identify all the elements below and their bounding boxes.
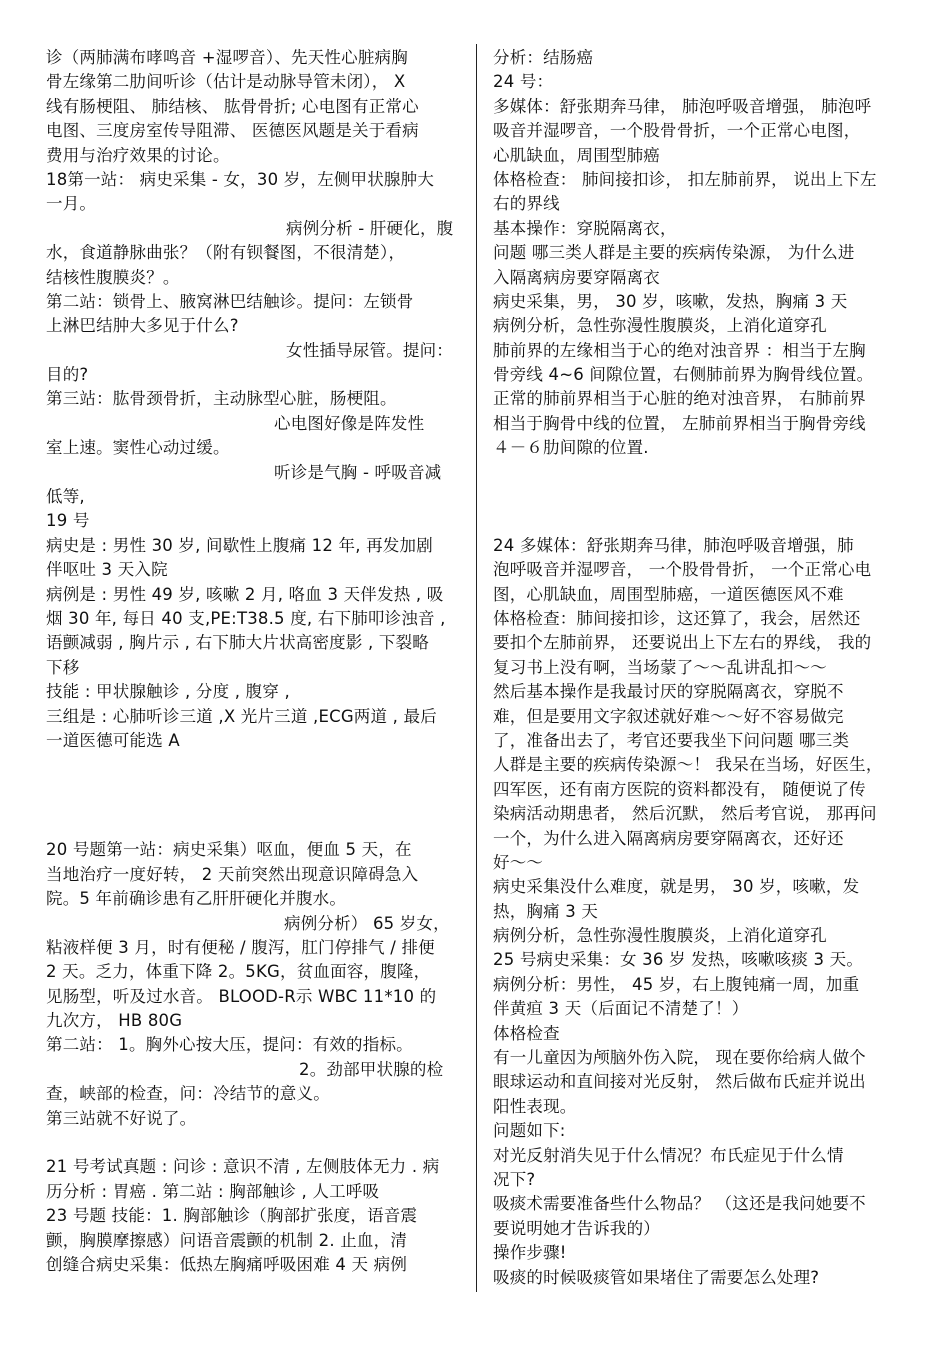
- text-line: 问题 哪三类人群是主要的疾病传染源， 为什么进: [493, 243, 855, 263]
- text-line: 三组是 : 心肺听诊三道 ,X 光片三道 ,ECG两道 , 最后: [46, 706, 437, 726]
- column-divider: [476, 44, 477, 1292]
- text-line: 第二站：锁骨上、腋窝淋巴结触诊。提问：左锁骨: [46, 291, 414, 311]
- text-line: 24 号：: [493, 72, 554, 92]
- text-line: 相当于胸骨中线的位置， 左肺前界相当于胸骨旁线: [493, 413, 866, 433]
- text-line: 病例分析） 65 岁女，: [284, 913, 450, 933]
- text-line: 热，胸痛 3 天: [493, 901, 599, 921]
- text-line: 对光反射消失见于什么情况？布氏症见于什么情: [493, 1145, 844, 1165]
- text-line: 问题如下:: [493, 1121, 566, 1141]
- text-line: 18第一站： 病史采集 - 女，30 岁，左侧甲状腺肿大: [46, 169, 435, 189]
- text-line: 有一儿童因为颅脑外伤入院， 现在要你给病人做个: [493, 1048, 866, 1068]
- text-line: 正常的肺前界相当于心脏的绝对浊音界， 右肺前界: [493, 389, 866, 409]
- text-line: 诊（两肺满布哮鸣音 +湿啰音）、先天性心脏病胸: [46, 48, 408, 67]
- text-line: 粘液样便 3 月，时有便秘 / 腹泻，肛门停排气 / 排便: [46, 937, 435, 957]
- text-line: 一个，为什么进入隔离病房要穿隔离衣，还好还: [493, 828, 844, 848]
- text-line: 要说明她才告诉我的）: [493, 1218, 660, 1238]
- text-line: 四军医，还有南方医院的资料都没有， 随便说了传: [493, 779, 866, 799]
- text-line: 语颤减弱 , 胸片示 , 右下肺大片状高密度影 , 下裂略: [46, 633, 430, 653]
- text-line: ４－６肋间隙的位置.: [493, 438, 649, 458]
- text-line: 病例分析，急性弥漫性腹膜炎，上消化道穿孔: [493, 316, 827, 336]
- right-column: [493, 46, 905, 1290]
- text-line: 况下?: [493, 1169, 536, 1189]
- text-line: 电图、三度房室传导阻滞、 医德医风题是关于看病: [46, 121, 419, 141]
- text-line: 一道医德可能选 A: [46, 730, 180, 750]
- text-line: 院。5 年前确诊患有乙肝肝硬化并腹水。: [46, 889, 347, 909]
- text-line: 20 号题第一站：病史采集）呕血，便血 5 天，在: [46, 840, 412, 860]
- text-line: 肺前界的左缘相当于心的绝对浊音界 ：相当于左胸: [493, 340, 866, 360]
- text-line: 2。劲部甲状腺的检: [299, 1059, 444, 1079]
- text-line: 烟 30 年, 每日 40 支,PE:T38.5 度, 右下肺叩诊浊音 ,: [46, 608, 446, 628]
- text-line: 了，准备出去了，考官还要我坐下问问题 哪三类: [493, 730, 850, 750]
- text-line: 23 号题 技能：1. 胸部触诊（胸部扩张度，语音震: [46, 1206, 418, 1226]
- text-line: 水，食道静脉曲张？（附有钡餐图，不很清楚），: [46, 243, 406, 263]
- text-line: 听诊是气胸 - 呼吸音减: [274, 462, 442, 482]
- text-line: 上淋巴结肿大多见于什么?: [46, 316, 239, 336]
- text-line: 病例是 : 男性 49 岁, 咳嗽 2 月, 咯血 3 天伴发热 , 吸: [46, 584, 444, 604]
- spacer: [46, 753, 462, 838]
- text-line: 心肌缺血，周围型肺癌: [493, 145, 660, 165]
- text-line: 技能 : 甲状腺触诊 , 分度 , 腹穿 ,: [46, 682, 290, 702]
- text-line: 伴呕吐 3 天入院: [46, 560, 168, 580]
- text-line: 人群是主要的疾病传染源～！ 我呆在当场，好医生，: [493, 755, 883, 775]
- text-line: 室上速。窦性心动过缓。: [46, 438, 230, 458]
- left-column: [46, 46, 462, 1277]
- text-line: 颤，胸膜摩擦感）问语音震颤的机制 2. 止血，清: [46, 1230, 408, 1250]
- text-line: 多媒体：舒张期奔马律， 肺泡呼吸音增强， 肺泡呼: [493, 96, 872, 116]
- text-line: 吸音并湿啰音，一个股骨骨折，一个正常心电图，: [493, 121, 861, 141]
- text-line: 21 号考试真题 : 问诊 : 意识不清 , 左侧肢体无力 . 病: [46, 1157, 440, 1177]
- text-line: 骨旁线 4~6 间隙位置，右侧肺前界为胸骨线位置。: [493, 365, 874, 385]
- text-line: 伴黄疸 3 天（后面记不清楚了！）: [493, 999, 749, 1019]
- text-line: 入隔离病房要穿隔离衣: [493, 267, 660, 287]
- text-line: 下移: [46, 657, 80, 677]
- text-line: 创缝合病史采集：低热左胸痛呼吸困难 4 天 病例: [46, 1254, 408, 1274]
- text-line: 体格检查： 肺间接扣诊， 扣左肺前界， 说出上下左: [493, 169, 877, 189]
- text-line: 19 号: [46, 511, 90, 531]
- spacer: [46, 1131, 462, 1155]
- text-line: 好～～: [493, 852, 544, 872]
- text-line: 吸痰术需要准备些什么物品？ （这还是我问她要不: [493, 1194, 866, 1214]
- text-line: 见肠型，听及过水音。 BLOOD-R示 WBC 11*10 的: [46, 986, 437, 1006]
- text-line: 染病活动期患者， 然后沉默， 然后考官说， 那再问: [493, 804, 877, 824]
- text-line: 第三站就不好说了。: [46, 1108, 197, 1128]
- text-line: 难，但是要用文字叙述就好难～～好不容易做完: [493, 706, 844, 726]
- text-line: 体格检查: [493, 1023, 560, 1043]
- text-line: 然后基本操作是我最讨厌的穿脱隔离衣，穿脱不: [493, 682, 844, 702]
- text-line: 病例分析：男性， 45 岁，右上腹钝痛一周，加重: [493, 974, 860, 994]
- text-line: 当地治疗一度好转， 2 天前突然出现意识障碍急入: [46, 864, 419, 884]
- text-line: 体格检查：肺间接扣诊，这还算了，我会，居然还: [493, 609, 861, 628]
- text-line: 一月。: [46, 194, 97, 214]
- text-line: 费用与治疗效果的讨论。: [46, 145, 230, 165]
- text-line: 2 天。乏力，体重下降 2。5KG，贫血面容，腹隆，: [46, 962, 431, 982]
- text-line: 第二站： 1。胸外心按大压，提问：有效的指标。: [46, 1035, 413, 1055]
- text-line: 操作步骤!: [493, 1243, 567, 1263]
- text-line: 骨左缘第二肋间听诊（估计是动脉导管未闭）， X: [46, 72, 406, 92]
- text-line: 病史采集没什么难度，就是男， 30 岁，咳嗽，发: [493, 877, 860, 897]
- text-line: 要扣个左肺前界， 还要说出上下左右的界线， 我的: [493, 633, 872, 653]
- text-line: 分析：结肠癌: [493, 48, 594, 67]
- text-line: 第三站：肱骨颈骨折，主动脉型心脏，肠梗阻。: [46, 389, 397, 409]
- text-line: 结核性腹膜炎？。: [46, 267, 180, 287]
- text-line: 24 多媒体：舒张期奔马律，肺泡呼吸音增强，肺: [493, 535, 854, 555]
- text-line: 复习书上没有啊，当场蒙了～～乱讲乱扣～～: [493, 657, 827, 677]
- text-line: 线有肠梗阻、 肺结核、 肱骨骨折; 心电图有正常心: [46, 96, 419, 116]
- text-line: 女性插导尿管。提问：: [286, 340, 453, 360]
- spacer: [493, 461, 905, 534]
- text-line: 病史是 : 男性 30 岁, 间歇性上腹痛 12 年, 再发加剧: [46, 535, 433, 555]
- text-line: 阳性表现。: [493, 1096, 577, 1116]
- text-line: 眼球运动和直间接对光反射， 然后做布氏症并说出: [493, 1072, 866, 1092]
- text-line: 25 号病史采集：女 36 岁 发热，咳嗽咳痰 3 天。: [493, 950, 864, 970]
- text-line: 吸痰的时候吸痰管如果堵住了需要怎么处理?: [493, 1267, 820, 1287]
- text-line: 查，峡部的检查，问：冷结节的意义。: [46, 1084, 330, 1104]
- text-line: 右的界线: [493, 194, 560, 214]
- text-line: 泡呼吸音并湿啰音， 一个股骨骨折， 一个正常心电: [493, 560, 872, 580]
- text-line: 低等,: [46, 487, 85, 507]
- text-line: 目的?: [46, 365, 89, 385]
- text-line: 图，心肌缺血，周围型肺癌，一道医德医风不难: [493, 584, 844, 604]
- text-line: 九次方， HB 80G: [46, 1011, 183, 1031]
- text-line: 基本操作：穿脱隔离衣，: [493, 218, 677, 238]
- text-line: 历分析 : 胃癌 . 第二站 : 胸部触诊 , 人工呼吸: [46, 1181, 380, 1201]
- text-line: 心电图好像是阵发性: [274, 413, 425, 433]
- text-line: 病史采集，男， 30 岁，咳嗽，发热，胸痛 3 天: [493, 291, 848, 311]
- text-line: 病例分析，急性弥漫性腹膜炎，上消化道穿孔: [493, 926, 827, 946]
- text-line: 病例分析 - 肝硬化，腹: [286, 218, 454, 238]
